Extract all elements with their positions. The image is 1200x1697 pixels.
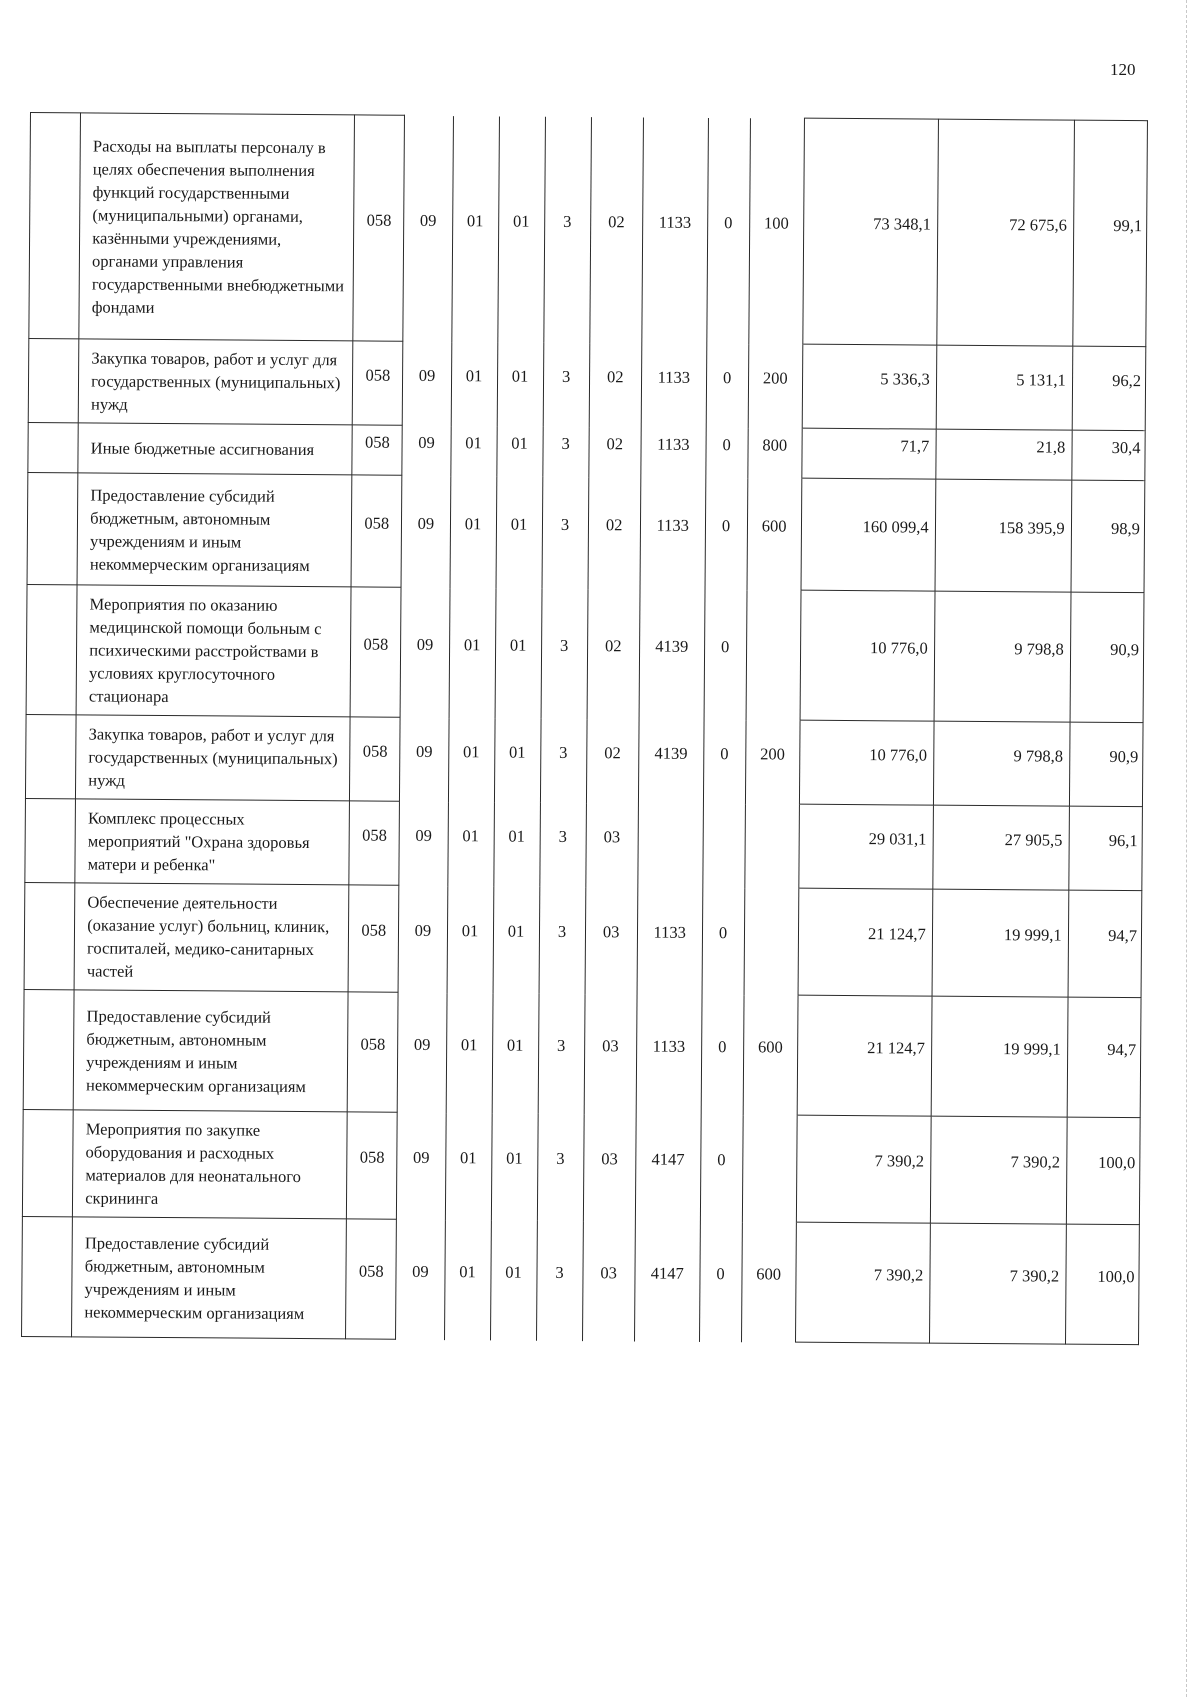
structure-element-code: 02: [589, 109, 643, 335]
ministry-code: 058: [350, 579, 401, 709]
program-type-code: 3: [539, 794, 586, 878]
planned-amount: 5 336,3: [802, 336, 936, 421]
table-row: [25, 798, 1143, 890]
direction-suffix-code: 0: [706, 335, 748, 419]
expense-type-code: 800: [747, 420, 802, 470]
table-row: [26, 584, 1144, 722]
planned-amount: 21 124,7: [797, 987, 932, 1108]
subsection-code: 01: [447, 794, 494, 878]
actual-amount: 19 999,1: [932, 881, 1069, 989]
program-code: 01: [495, 580, 542, 710]
table-row: [27, 472, 1145, 592]
planned-amount: 21 124,7: [798, 880, 933, 988]
structure-element-code: 03: [584, 986, 637, 1106]
planned-amount: 7 390,2: [795, 1214, 930, 1335]
execution-percent: 94,7: [1068, 882, 1142, 990]
row-description: Комплекс процессных мероприятий "Охрана здоровья матери и ребенка": [75, 799, 350, 885]
ministry-code: 058: [352, 333, 403, 417]
table-row: [22, 1109, 1140, 1224]
direction-suffix-code: [703, 795, 745, 879]
page-number: 120: [1110, 60, 1136, 79]
table-row: [25, 714, 1143, 806]
program-type-code: 3: [541, 580, 588, 710]
direction-suffix-code: 0: [702, 879, 745, 986]
row-number-cell: [28, 422, 79, 472]
actual-amount: 19 999,1: [931, 988, 1068, 1109]
row-description: Закупка товаров, работ и услуг для государственных (муниципальных) нужд: [76, 715, 351, 801]
direction-code: 4147: [635, 1106, 701, 1213]
direction-code: 1133: [641, 335, 706, 419]
ministry-code: 058: [347, 984, 398, 1104]
direction-suffix-code: 0: [705, 469, 748, 581]
program-code: 01: [493, 794, 540, 878]
section-code: 09: [397, 1104, 446, 1211]
structure-element-code: 02: [589, 335, 642, 419]
table-body: [22, 113, 1148, 1345]
section-code: 09: [402, 417, 450, 467]
section-code: 09: [398, 984, 447, 1104]
direction-suffix-code: 0: [704, 581, 747, 711]
planned-amount: 10 776,0: [799, 712, 933, 797]
subsection-code: 01: [451, 108, 499, 334]
section-code: 09: [401, 467, 450, 579]
section-code: 09: [396, 1211, 445, 1331]
program-code: 01: [497, 334, 544, 418]
ministry-code: 058: [353, 107, 405, 333]
program-type-code: 3: [539, 878, 586, 985]
direction-code: 1133: [637, 879, 703, 986]
actual-amount: 7 390,2: [930, 1108, 1067, 1216]
execution-percent: 96,1: [1069, 798, 1143, 883]
row-description: Предоставление субсидий бюджетным, автономным учреждениям и иным некоммерческим организациям: [77, 473, 352, 587]
planned-amount: 10 776,0: [800, 582, 935, 713]
direction-suffix-code: 0: [701, 986, 744, 1106]
program-type-code: 3: [540, 710, 587, 794]
program-code: 01: [494, 710, 541, 794]
direction-code: 4139: [639, 581, 705, 711]
subsection-code: 01: [447, 878, 494, 985]
program-type-code: 3: [537, 1105, 584, 1212]
row-number-cell: [28, 338, 79, 422]
direction-code: 1133: [636, 986, 702, 1106]
actual-amount: 7 390,2: [929, 1215, 1066, 1336]
actual-amount: 9 798,8: [933, 713, 1070, 798]
budget-execution-table: [21, 112, 1148, 1345]
table-row: [22, 1216, 1140, 1344]
row-description: Мероприятия по оказанию медицинской помощи больным с психическими расстройствами в условиях круглосуточного стационара: [76, 585, 351, 717]
structure-element-code: 02: [588, 469, 641, 581]
direction-code: 4139: [638, 711, 703, 795]
structure-element-code: 02: [588, 419, 641, 469]
section-code: 09: [400, 709, 449, 793]
execution-percent: 99,1: [1073, 112, 1148, 339]
row-number-cell: [22, 1109, 73, 1216]
execution-percent: 94,7: [1067, 989, 1141, 1110]
expense-type-code: 100: [748, 110, 804, 336]
expense-type-code: 200: [745, 712, 800, 796]
row-number-cell: [29, 113, 81, 339]
section-code: 09: [401, 579, 450, 709]
section-code: 09: [403, 107, 453, 333]
expense-type-code: 600: [741, 1214, 796, 1334]
direction-suffix-code: 0: [700, 1106, 743, 1213]
execution-percent: 90,9: [1070, 584, 1144, 715]
subsection-code: 01: [449, 580, 496, 710]
actual-amount: 21,8: [936, 421, 1072, 472]
row-number-cell: [26, 584, 77, 714]
section-code: 09: [399, 793, 448, 877]
row-number-cell: [25, 798, 76, 882]
section-code: 09: [403, 333, 452, 417]
execution-percent: 100,0: [1066, 1109, 1140, 1217]
row-number-cell: [24, 882, 75, 989]
program-code: 01: [491, 1105, 538, 1212]
direction-code: 1133: [640, 469, 706, 581]
row-description: Предоставление субсидий бюджетным, автономным учреждениям и иным некоммерческим организациям: [73, 990, 348, 1112]
program-type-code: 3: [536, 1212, 583, 1332]
direction-code: 4147: [634, 1213, 700, 1333]
actual-amount: 5 131,1: [936, 337, 1073, 422]
execution-percent: 96,2: [1072, 338, 1146, 423]
subsection-code: 01: [450, 468, 497, 580]
program-type-code: 3: [538, 985, 585, 1105]
direction-code: 1133: [641, 419, 706, 469]
row-description: Предоставление субсидий бюджетным, автономным учреждениям и иным некоммерческим организациям: [72, 1217, 347, 1339]
subsection-code: 01: [448, 710, 495, 794]
direction-suffix-code: 0: [707, 109, 750, 335]
expense-type-code: 200: [748, 336, 803, 420]
ministry-code: 058: [352, 417, 403, 467]
planned-amount: 73 348,1: [803, 110, 939, 337]
row-description: Обеспечение деятельности (оказание услуг) больниц, клиник, госпиталей, медико-санитарных частей: [74, 883, 349, 992]
section-code: 09: [399, 877, 448, 984]
expense-type-code: [746, 582, 801, 712]
row-description: Иные бюджетные ассигнования: [78, 423, 352, 475]
execution-percent: 30,4: [1072, 422, 1146, 473]
direction-code: [638, 795, 703, 879]
program-type-code: 3: [542, 468, 589, 580]
structure-element-code: 03: [585, 795, 638, 879]
direction-suffix-code: 0: [699, 1213, 742, 1333]
direction-suffix-code: 0: [706, 419, 748, 469]
subsection-code: 01: [444, 1212, 491, 1332]
ministry-code: 058: [348, 877, 399, 984]
ministry-code: 058: [347, 1104, 398, 1211]
program-code: 01: [496, 468, 543, 580]
row-number-cell: [23, 989, 74, 1109]
expense-type-code: [744, 880, 799, 987]
program-code: 01: [490, 1212, 537, 1332]
planned-amount: 29 031,1: [799, 796, 933, 881]
table-row: [28, 338, 1146, 430]
actual-amount: 158 395,9: [935, 471, 1072, 584]
direction-code: 1133: [642, 109, 708, 335]
row-number-cell: [22, 1216, 73, 1336]
expense-type-code: [744, 796, 799, 880]
program-code: 01: [496, 418, 542, 468]
expense-type-code: [742, 1107, 797, 1214]
table-row: [23, 989, 1141, 1117]
subsection-code: 01: [446, 985, 493, 1105]
planned-amount: 71,7: [802, 420, 936, 471]
expense-type-code: 600: [747, 470, 802, 582]
row-number-cell: [27, 472, 78, 584]
structure-element-code: 02: [586, 711, 639, 795]
subsection-code: 01: [450, 418, 496, 468]
ministry-code: 058: [350, 709, 401, 793]
program-code: 01: [493, 878, 540, 985]
table-row: [24, 882, 1142, 997]
subsection-code: 01: [451, 334, 498, 418]
execution-percent: 98,9: [1071, 472, 1145, 585]
ministry-code: 058: [351, 467, 402, 579]
actual-amount: 9 798,8: [934, 583, 1071, 714]
structure-element-code: 02: [587, 581, 640, 711]
ministry-code: 058: [349, 793, 400, 877]
structure-element-code: 03: [583, 1106, 636, 1213]
row-number-cell: [25, 714, 76, 798]
row-description: Закупка товаров, работ и услуг для государственных (муниципальных) нужд: [78, 339, 353, 425]
program-type-code: 3: [543, 334, 590, 418]
direction-suffix-code: 0: [703, 711, 745, 795]
program-type-code: 3: [542, 418, 588, 468]
ministry-code: 058: [346, 1211, 397, 1331]
table-row: [29, 113, 1148, 347]
execution-percent: 100,0: [1065, 1216, 1139, 1337]
program-type-code: 3: [543, 108, 591, 334]
structure-element-code: 03: [582, 1213, 635, 1333]
program-code: 01: [492, 985, 539, 1105]
execution-percent: 90,9: [1069, 714, 1143, 799]
page-edge-line: [1186, 0, 1188, 1697]
actual-amount: 72 675,6: [937, 111, 1075, 338]
expense-type-code: 600: [743, 987, 798, 1107]
planned-amount: 160 099,4: [801, 470, 936, 583]
actual-amount: 27 905,5: [933, 797, 1070, 882]
planned-amount: 7 390,2: [796, 1107, 931, 1215]
structure-element-code: 03: [585, 879, 638, 986]
subsection-code: 01: [445, 1105, 492, 1212]
row-description: Расходы на выплаты персоналу в целях обеспечения выполнения функций государственными (муниципальными) органами, казёнными учреждениями, органами управления государственными внебюджетными фондами: [79, 113, 355, 341]
row-description: Мероприятия по закупке оборудования и расходных материалов для неонатального скрининга: [73, 1110, 348, 1219]
program-code: 01: [497, 108, 545, 334]
